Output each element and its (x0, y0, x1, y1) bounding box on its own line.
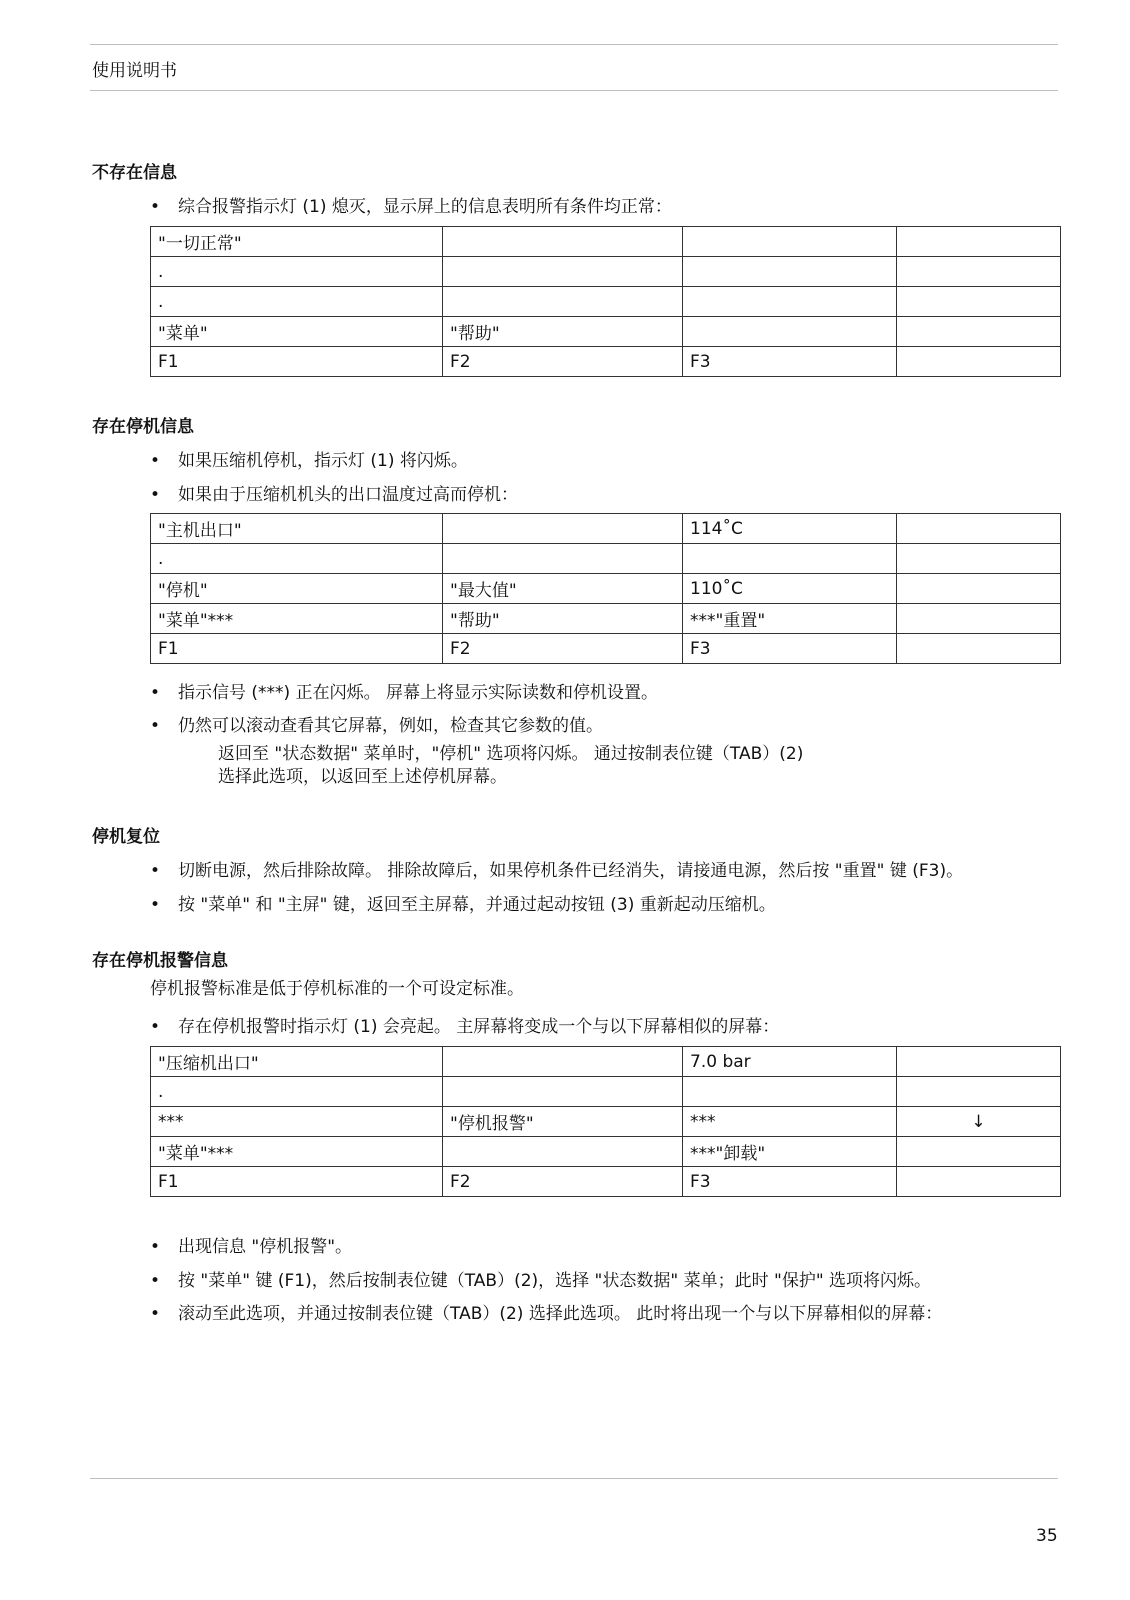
table-cell (683, 317, 897, 347)
table-cell (443, 544, 683, 574)
table-cell (897, 1077, 1061, 1107)
table-cell (897, 574, 1061, 604)
table-cell (443, 1047, 683, 1077)
table-cell: "最大值" (443, 574, 683, 604)
table-row (151, 1167, 1061, 1197)
table-row (151, 317, 1061, 347)
header-rule-bottom (90, 90, 1058, 91)
table-cell: F2 (443, 634, 683, 664)
table-cell: "帮助" (443, 317, 683, 347)
display-screen-table-normal (150, 226, 1061, 377)
table-cell: F3 (683, 634, 897, 664)
table-cell: *** (683, 1107, 897, 1137)
table-cell: . (151, 544, 443, 574)
page-number: 35 (1036, 1526, 1058, 1546)
table-cell: "停机" (151, 574, 443, 604)
table-cell (897, 1047, 1061, 1077)
table-row (151, 347, 1061, 377)
table-row (151, 1137, 1061, 1167)
table-cell (897, 287, 1061, 317)
table-cell (897, 1167, 1061, 1197)
table-cell (683, 257, 897, 287)
bullet-glyph: • (150, 451, 161, 471)
table-cell: F1 (151, 1167, 443, 1197)
table-cell (443, 287, 683, 317)
bullet-text: 综合报警指示灯 (1) 熄灭，显示屏上的信息表明所有条件均正常： (178, 197, 672, 217)
bullet-text: 滚动至此选项，并通过按制表位键（TAB）(2) 选择此选项。 此时将出现一个与以下屏幕相似的屏幕： (178, 1304, 943, 1324)
table-cell (897, 634, 1061, 664)
table-cell: ***"卸载" (683, 1137, 897, 1167)
table-row (151, 574, 1061, 604)
table-cell (683, 544, 897, 574)
table-cell (443, 227, 683, 257)
table-cell: . (151, 257, 443, 287)
table-row (151, 634, 1061, 664)
table-cell: ***"重置" (683, 604, 897, 634)
bullet-item (150, 446, 468, 471)
header-title: 使用说明书 (92, 61, 177, 81)
down-arrow-icon: ↓ (897, 1107, 1061, 1137)
table-cell: . (151, 1077, 443, 1107)
table-cell: "菜单"*** (151, 1137, 443, 1167)
table-cell (683, 1077, 897, 1107)
table-cell: 114˚C (683, 514, 897, 544)
bullet-glyph: • (150, 1237, 161, 1257)
table-cell (897, 544, 1061, 574)
bullet-glyph: • (150, 683, 161, 703)
footer-rule (90, 1478, 1058, 1479)
bullet-text: 如果由于压缩机机头的出口温度过高而停机： (178, 485, 518, 505)
table-cell: F1 (151, 634, 443, 664)
table-cell (443, 1077, 683, 1107)
table-cell (897, 1137, 1061, 1167)
bullet-item (150, 856, 963, 881)
intro-paragraph: 停机报警标准是低于停机标准的一个可设定标准。 (150, 979, 524, 999)
table-cell (443, 257, 683, 287)
table-cell (443, 514, 683, 544)
display-screen-table-warning (150, 1046, 1061, 1197)
table-row (151, 544, 1061, 574)
display-screen-table-shutdown (150, 513, 1061, 664)
table-cell: . (151, 287, 443, 317)
table-cell: F3 (683, 347, 897, 377)
bullet-glyph: • (150, 861, 161, 881)
table-cell (683, 227, 897, 257)
bullet-text: 如果压缩机停机，指示灯 (1) 将闪烁。 (178, 451, 468, 471)
bullet-text: 切断电源，然后排除故障。 排除故障后，如果停机条件已经消失，请接通电源，然后按 "重置" 键 (F3)。 (178, 861, 964, 881)
table-cell (897, 347, 1061, 377)
table-row (151, 1107, 1061, 1137)
heading-no-message: 不存在信息 (92, 163, 177, 183)
bullet-text: 指示信号 (***) 正在闪烁。 屏幕上将显示实际读数和停机设置。 (178, 683, 658, 703)
table-cell: F2 (443, 1167, 683, 1197)
bullet-item (150, 1232, 352, 1257)
bullet-item (150, 711, 603, 736)
bullet-text: 仍然可以滚动查看其它屏幕，例如，检查其它参数的值。 (178, 716, 603, 736)
bullet-text: 按 "菜单" 和 "主屏" 键，返回至主屏幕，并通过起动按钮 (3) 重新起动压缩机。 (178, 895, 776, 915)
heading-shutdown-reset: 停机复位 (92, 827, 160, 847)
bullet-item (150, 890, 776, 915)
bullet-glyph: • (150, 197, 161, 217)
table-row (151, 1077, 1061, 1107)
table-row (151, 514, 1061, 544)
bullet-text: 按 "菜单" 键 (F1)，然后按制表位键（TAB）(2)，选择 "状态数据" 菜单；此时 "保护" 选项将闪烁。 (178, 1271, 932, 1291)
table-row (151, 287, 1061, 317)
table-cell: F3 (683, 1167, 897, 1197)
table-cell: "停机报警" (443, 1107, 683, 1137)
table-row (151, 227, 1061, 257)
note-line: 选择此选项，以返回至上述停机屏幕。 (218, 767, 507, 787)
bullet-item (150, 1299, 942, 1324)
header-rule-top (90, 44, 1058, 45)
note-line: 返回至 "状态数据" 菜单时，"停机" 选项将闪烁。 通过按制表位键（TAB）(2) (218, 744, 804, 764)
bullet-glyph: • (150, 1017, 161, 1037)
table-cell (897, 604, 1061, 634)
bullet-glyph: • (150, 485, 161, 505)
bullet-item (150, 1266, 931, 1291)
bullet-item (150, 192, 672, 217)
table-cell (683, 287, 897, 317)
heading-shutdown-warning: 存在停机报警信息 (92, 951, 228, 971)
table-cell: "一切正常" (151, 227, 443, 257)
bullet-text: 存在停机报警时指示灯 (1) 会亮起。 主屏幕将变成一个与以下屏幕相似的屏幕： (178, 1017, 780, 1037)
table-row (151, 604, 1061, 634)
table-cell: 110˚C (683, 574, 897, 604)
table-cell: "菜单"*** (151, 604, 443, 634)
table-cell: F1 (151, 347, 443, 377)
bullet-text: 出现信息 "停机报警"。 (178, 1237, 353, 1257)
table-cell: "主机出口" (151, 514, 443, 544)
bullet-glyph: • (150, 716, 161, 736)
table-row (151, 257, 1061, 287)
table-cell: 7.0 bar (683, 1047, 897, 1077)
bullet-item (150, 480, 518, 505)
table-cell: *** (151, 1107, 443, 1137)
table-cell: "菜单" (151, 317, 443, 347)
heading-shutdown-message: 存在停机信息 (92, 417, 194, 437)
note-paragraph (218, 743, 803, 789)
table-cell (897, 257, 1061, 287)
table-cell (897, 227, 1061, 257)
table-cell (897, 317, 1061, 347)
table-row (151, 1047, 1061, 1077)
table-cell: "帮助" (443, 604, 683, 634)
bullet-glyph: • (150, 1304, 161, 1324)
table-cell: F2 (443, 347, 683, 377)
bullet-item (150, 1012, 779, 1037)
table-cell (897, 514, 1061, 544)
bullet-glyph: • (150, 1271, 161, 1291)
table-cell: "压缩机出口" (151, 1047, 443, 1077)
bullet-item (150, 678, 658, 703)
bullet-glyph: • (150, 895, 161, 915)
table-cell (443, 1137, 683, 1167)
